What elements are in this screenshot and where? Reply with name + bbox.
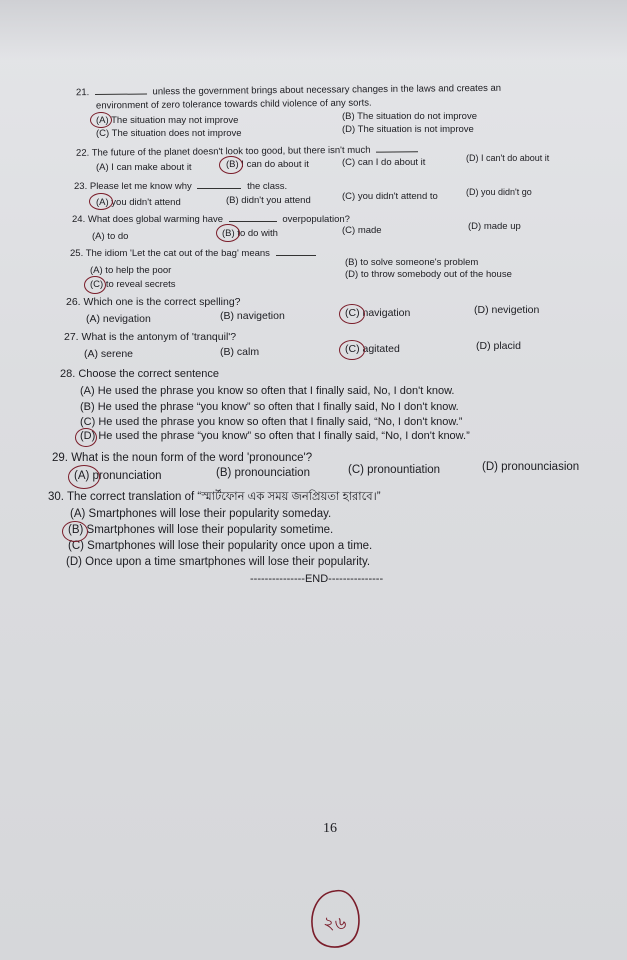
question-number: 27. bbox=[64, 331, 79, 343]
answer-circle-30 bbox=[62, 521, 88, 542]
question-number: 28. bbox=[60, 368, 76, 380]
option-28-b: (B) He used the phrase “you know” so often that I finally said, No I don't know. bbox=[80, 401, 459, 413]
option-21-b: (B) The situation do not improve bbox=[342, 111, 478, 122]
question-number: 30. bbox=[48, 491, 64, 503]
question-number: 24. bbox=[72, 214, 86, 225]
question-text: The future of the planet doesn't look too good, but there isn't much bbox=[91, 144, 371, 159]
option-30-a: (A) Smartphones will lose their popularity someday. bbox=[70, 508, 332, 520]
answer-circle-27 bbox=[339, 340, 365, 360]
question-text: Choose the correct sentence bbox=[78, 368, 219, 380]
question-number: 22. bbox=[75, 147, 90, 159]
option-24-a: (A) to do bbox=[92, 231, 129, 242]
handwritten-circle-mark bbox=[305, 885, 365, 955]
option-25-d: (D) to throw somebody out of the house bbox=[345, 269, 512, 280]
question-text: Which one is the correct spelling? bbox=[83, 296, 241, 308]
question-text-after: the class. bbox=[247, 181, 288, 192]
question-text: The idiom 'Let the cat out of the bag' means bbox=[85, 248, 270, 259]
question-28 bbox=[60, 368, 219, 381]
option-28-a: (A) He used the phrase you know so often that I finally said, No, I don't know. bbox=[80, 385, 455, 397]
option-29-c: (C) pronountiation bbox=[348, 464, 441, 476]
option-24-d: (D) made up bbox=[468, 221, 521, 232]
option-27-a: (A) serene bbox=[84, 348, 134, 360]
question-number: 26. bbox=[66, 296, 81, 308]
answer-blank bbox=[95, 93, 147, 95]
question-25 bbox=[70, 247, 319, 260]
answer-circle-24 bbox=[216, 224, 240, 242]
answer-circle-29 bbox=[68, 465, 100, 489]
option-27-c: (C) agitated bbox=[345, 343, 400, 355]
option-25-c: (C) to reveal secrets bbox=[90, 279, 176, 290]
answer-circle-21 bbox=[90, 112, 112, 128]
question-27 bbox=[64, 331, 236, 344]
option-23-d: (D) you didn't go bbox=[466, 187, 532, 197]
option-21-d: (D) The situation is not improve bbox=[342, 124, 474, 135]
question-number: 29. bbox=[52, 452, 68, 464]
option-30-c: (C) Smartphones will lose their popularity once upon a time. bbox=[68, 540, 373, 552]
option-29-b: (B) pronounciation bbox=[216, 467, 310, 479]
answer-circle-26 bbox=[339, 304, 365, 324]
question-number: 25. bbox=[70, 248, 84, 259]
option-26-d: (D) nevigetion bbox=[474, 304, 540, 316]
answer-blank bbox=[197, 188, 241, 189]
answer-blank bbox=[376, 151, 418, 152]
option-29-d: (D) pronounciasion bbox=[482, 461, 580, 473]
question-text: What is the noun form of the word 'pronounce'? bbox=[71, 452, 313, 464]
answer-blank bbox=[276, 255, 316, 256]
question-number: 23. bbox=[74, 181, 88, 192]
answer-blank bbox=[229, 221, 277, 222]
option-28-d: (D) He used the phrase “you know” so often that I finally said, “No, I don't know.” bbox=[80, 430, 470, 442]
option-30-d: (D) Once upon a time smartphones will lose their popularity. bbox=[66, 556, 371, 568]
question-number: 21. bbox=[75, 87, 90, 99]
option-29-a: (A) pronunciation bbox=[74, 470, 162, 482]
option-22-a: (A) I can make about it bbox=[96, 162, 192, 173]
handwritten-mark: ২৬ bbox=[323, 913, 347, 934]
question-text: What is the antonym of 'tranquil'? bbox=[81, 331, 237, 343]
option-23-a: (A) you didn't attend bbox=[96, 197, 181, 208]
question-21-line2: environment of zero tolerance towards child violence of any sorts. bbox=[95, 97, 372, 112]
question-text-after: overpopulation? bbox=[282, 214, 350, 225]
question-text: unless the government brings about necessary changes in the laws and creates an bbox=[152, 82, 502, 98]
option-26-a: (A) nevigation bbox=[86, 313, 151, 325]
option-26-c: (C) navigation bbox=[345, 307, 411, 319]
question-26 bbox=[66, 296, 241, 309]
question-text: Please let me know why bbox=[89, 181, 192, 192]
option-23-b: (B) didn't you attend bbox=[226, 195, 311, 206]
answer-circle-25 bbox=[84, 276, 106, 294]
option-26-b: (B) navigetion bbox=[220, 310, 285, 322]
question-24 bbox=[72, 213, 350, 226]
page-shadow bbox=[0, 0, 627, 60]
option-22-d: (D) I can't do about it bbox=[466, 153, 550, 163]
question-text: What does global warming have bbox=[87, 214, 224, 225]
option-25-b: (B) to solve someone's problem bbox=[345, 257, 479, 268]
question-text: The correct translation of “স্মার্টফোন এক সময় জনপ্রিয়তা হারাবে।” bbox=[67, 491, 381, 503]
option-21-a: (A) The situation may not improve bbox=[96, 115, 239, 126]
end-marker: ---------------END--------------- bbox=[250, 573, 384, 585]
option-23-c: (C) you didn't attend to bbox=[342, 191, 438, 202]
page-number: 16 bbox=[323, 821, 337, 836]
answer-circle-28 bbox=[75, 428, 97, 447]
question-23 bbox=[74, 180, 287, 193]
option-21-c: (C) The situation does not improve bbox=[96, 128, 242, 139]
option-22-c: (C) can I do about it bbox=[342, 157, 426, 168]
answer-circle-22 bbox=[219, 156, 243, 174]
option-28-c: (C) He used the phrase you know so often that I finally said, “No, I don't know.” bbox=[80, 416, 463, 428]
option-27-d: (D) placid bbox=[476, 340, 521, 352]
option-25-a: (A) to help the poor bbox=[90, 265, 172, 276]
question-29 bbox=[52, 452, 312, 465]
option-24-c: (C) made bbox=[342, 225, 382, 236]
option-27-b: (B) calm bbox=[220, 346, 260, 358]
option-30-b: (B) Smartphones will lose their popularity sometime. bbox=[68, 524, 334, 536]
answer-circle-23 bbox=[89, 193, 113, 210]
option-24-b: (B) to do with bbox=[222, 228, 278, 239]
option-22-b: (B) I can do about it bbox=[226, 159, 309, 170]
question-30 bbox=[48, 491, 381, 504]
